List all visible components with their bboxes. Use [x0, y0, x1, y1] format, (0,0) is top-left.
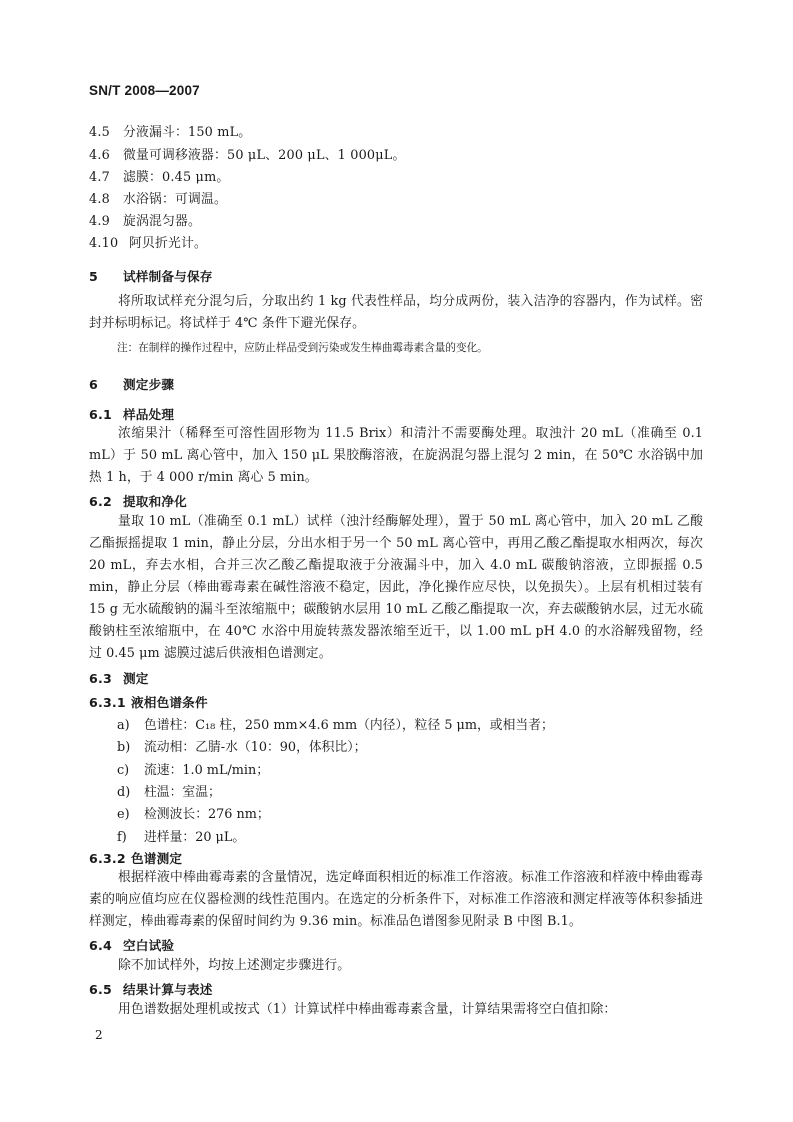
section-5-body: 将所取试样充分混匀后，分取出约 1 kg 代表性样品，均分成两份，装入洁净的容器内，作为试样。密封并标明标记。将试样于 4℃ 条件下避光保存。 [89, 294, 703, 331]
apparatus-item [89, 188, 227, 207]
section-6-2-body: 量取 10 mL（准确至 0.1 mL）试样（浊汁经酶解处理），置于 50 mL 离心管中，加入 20 mL 乙酸乙酯振摇提取 1 min，静止分层，分出水相于另一个 50 mL 离心管中，再用乙酸乙酯提取水相两次，每次 20 mL，弃去水相，合并三次乙酸乙酯提取液于分液漏斗中，加入 4.0 mL 碳酸钠溶液，立即振摇 0.5 min，静止分层（棒曲霉毒素在碱性溶液不稳定，因此，净化操作应尽快，以免损失）。上层有机相过装有 15 g 无水硫酸钠的漏斗至浓缩瓶中；碳酸钠水层用 10 mL 乙酸乙酯提取一次，弃去碳酸钠水层，过无水硫酸钠柱至浓缩瓶中，在 40℃ 水浴中用旋转蒸发器浓缩至近干，以 1.00 mL pH 4.0 的水浴解残留物，经过 0.45 μm 滤膜过滤后供液相色谱测定。 [89, 514, 703, 661]
section-6-1-body: 浓缩果汁（稀释至可溶性固形物为 11.5 Brix）和清汁不需要酶处理。取浊汁 20 mL（准确至 0.1 mL）于 50 mL 离心管中，加入 150 μL 果胶酶溶液，在旋涡混匀器上混匀 2 min，在 50℃ 水浴锅中加热 1 h，于 4 000 r/min 离心 5 min。 [89, 426, 703, 485]
apparatus-item [89, 166, 229, 185]
apparatus-item [89, 210, 201, 229]
section-heading-6-3: 6.3 测定 [89, 671, 149, 686]
lc-condition-item: f) 进样量：20 μL。 [117, 830, 246, 845]
section-heading-6-2: 6.2 提取和净化 [89, 494, 187, 509]
item-number: 4.5 [89, 125, 110, 140]
item-text: 旋涡混匀器。 [123, 214, 201, 229]
section-heading-6-1: 6.1 样品处理 [89, 407, 175, 422]
item-number: 4.8 [89, 192, 110, 207]
apparatus-item [89, 144, 406, 163]
section-heading-6-3-1: 6.3.1 液相色谱条件 [89, 695, 208, 710]
section-6-5-body: 用色谱数据处理机或按式（1）计算试样中棒曲霉毒素含量，计算结果需将空白值扣除： [118, 1002, 617, 1017]
item-text: 微量可调移液器：50 μL、200 μL、1 000μL。 [123, 148, 406, 163]
item-number: 4.7 [89, 170, 110, 185]
item-number: 4.10 [89, 236, 119, 251]
lc-condition-item: d) 柱温：室温； [117, 785, 221, 800]
section-heading-6: 6 测定步骤 [89, 377, 175, 392]
apparatus-item [89, 121, 251, 140]
item-number: 4.9 [89, 214, 110, 229]
lc-condition-item: c) 流速：1.0 mL/min； [117, 763, 270, 778]
lc-condition-item: e) 检测波长：276 nm； [117, 807, 270, 822]
lc-condition-item: b) 流动相：乙腈-水（10：90，体积比）； [117, 740, 367, 755]
section-5-note: 注：在制样的操作过程中，应防止样品受到污染或发生棒曲霉毒素含量的变化。 [117, 342, 488, 354]
section-heading-6-5: 6.5 结果计算与表述 [89, 982, 213, 997]
section-6-4-body: 除不加试样外，均按上述测定步骤进行。 [118, 958, 351, 973]
lc-condition-item: a) 色谱柱：C₁₈ 柱，250 mm×4.6 mm（内径），粒径 5 μm，或相当者； [117, 718, 554, 733]
item-text: 滤膜：0.45 μm。 [123, 170, 230, 185]
page-number: 2 [95, 1028, 103, 1042]
apparatus-item [89, 232, 207, 251]
item-text: 分液漏斗：150 mL。 [123, 125, 252, 140]
item-number: 4.6 [89, 148, 110, 163]
item-text: 阿贝折光计。 [129, 236, 207, 251]
standard-code-header: SN/T 2008—2007 [89, 83, 200, 98]
section-heading-6-3-2: 6.3.2 色谱测定 [89, 851, 183, 866]
section-heading-6-4: 6.4 空白试验 [89, 938, 175, 953]
item-text: 水浴锅：可调温。 [123, 192, 227, 207]
section-heading-5: 5 试样制备与保存 [89, 269, 213, 284]
section-6-3-2-body: 根据样液中棒曲霉毒素的含量情况，选定峰面积相近的标准工作溶液。标准工作溶液和样液中棒曲霉毒素的响应值均应在仪器检测的线性范围内。在选定的分析条件下，对标准工作溶液和测定样液等体积参插进样测定，棒曲霉毒素的保留时间约为 9.36 min。标准品色谱图参见附录 B 中图 B.1。 [89, 870, 703, 929]
